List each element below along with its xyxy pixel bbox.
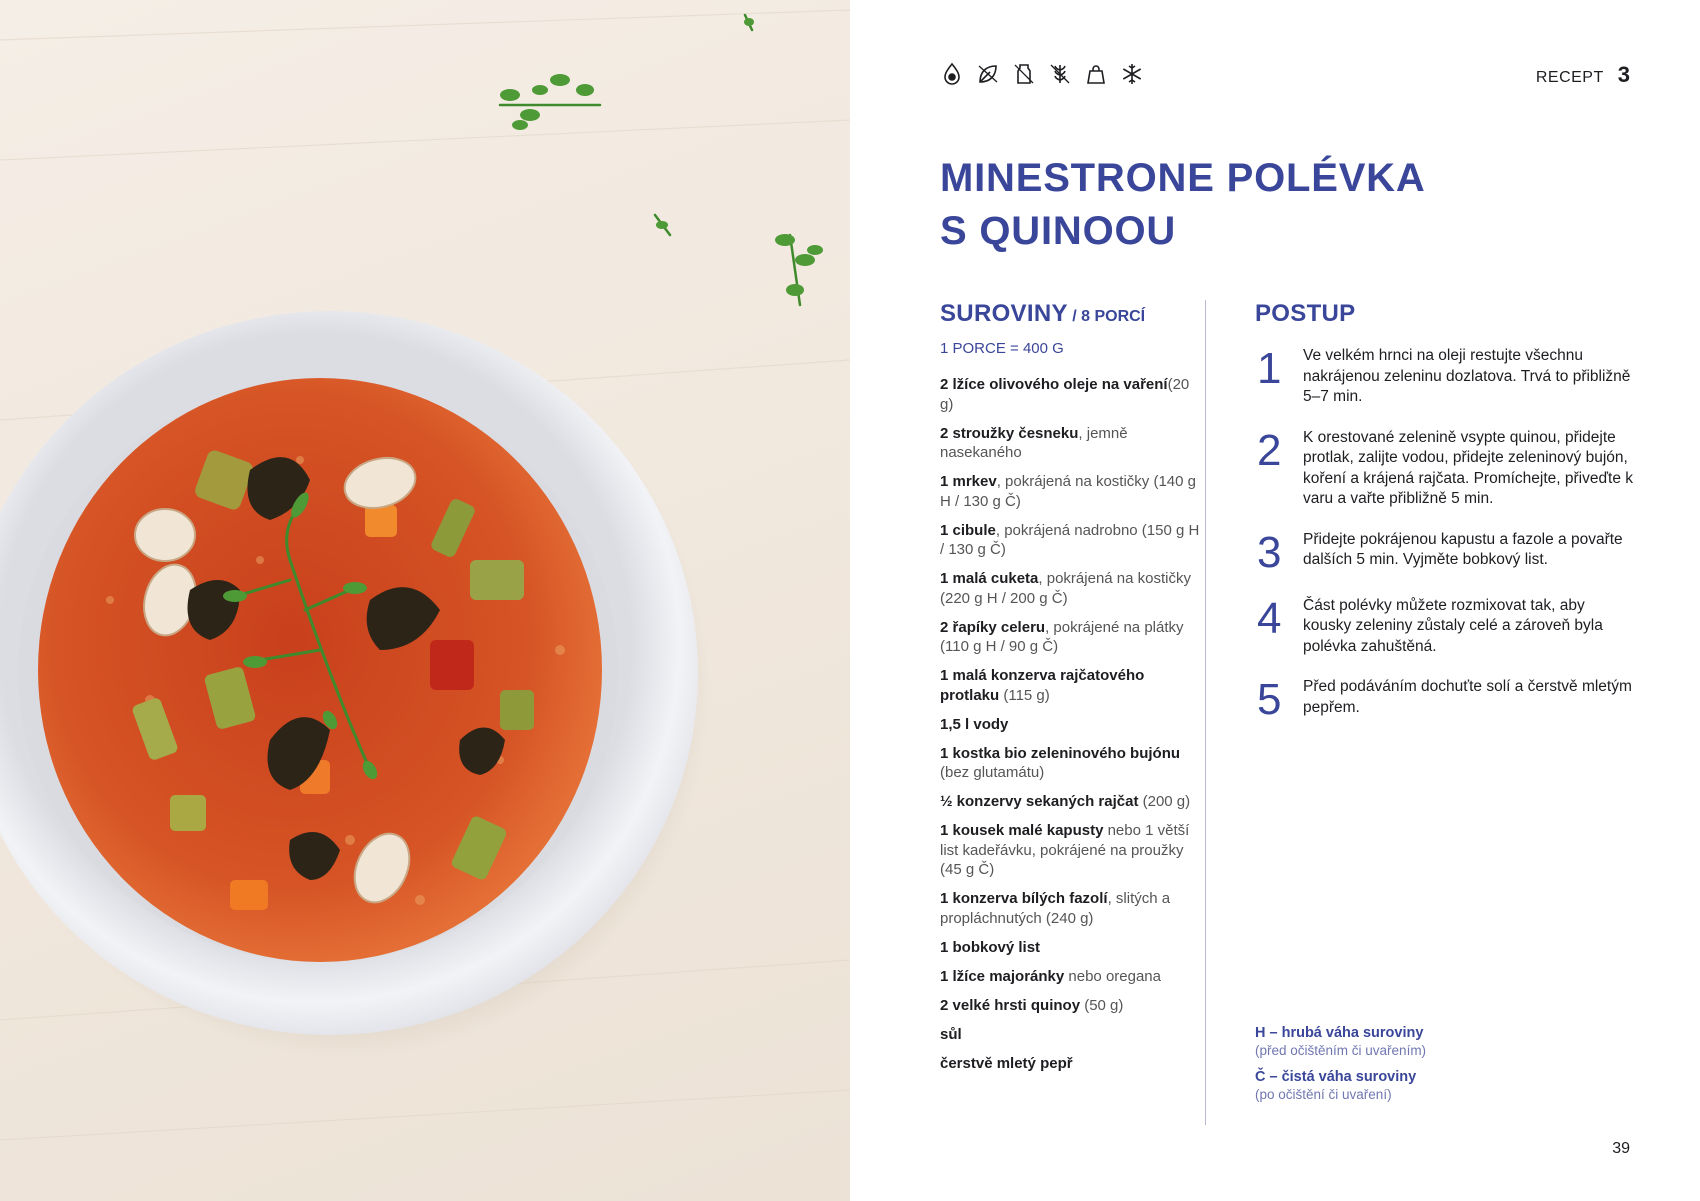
step-number: 5: [1257, 675, 1282, 724]
ingredient-detail: , pokrájené na plátky (110 g H / 90 g Č): [940, 618, 1184, 655]
method-step: [1255, 593, 1635, 658]
ingredient-name: 1 kousek malé kapusty: [940, 822, 1104, 839]
ingredients-section: [940, 300, 1200, 1083]
ingredient-item: [940, 1054, 1200, 1074]
ingredient-name: 1 bobkový list: [940, 938, 1041, 956]
portion-size: 1 PORCE = 400 G: [940, 340, 1064, 357]
ingredient-detail: , pokrájená na kostičky (140 g H / 130 g Č): [940, 473, 1196, 510]
servings-label: / 8 PORCÍ: [1072, 308, 1146, 325]
ingredient-name: ½ konzervy sekaných rajčat: [940, 793, 1139, 810]
ingredient-detail: (50 g): [1080, 996, 1124, 1014]
ingredients-list: [940, 375, 1200, 1073]
ingredient-detail: (115 g): [999, 686, 1050, 704]
no-milk-icon: [1012, 62, 1036, 86]
avocado-icon: [940, 62, 964, 86]
legend-note: (po očištění či uvaření): [1255, 1087, 1392, 1102]
step-text: Část polévky můžete rozmixovat tak, aby kousky zeleniny zůstaly celé a zároveň byla polévka zahuštěná.: [1303, 596, 1603, 655]
ingredient-item: [940, 424, 1200, 463]
ingredient-item: [940, 996, 1200, 1016]
method-step: [1255, 677, 1635, 723]
ingredient-item: [940, 569, 1200, 608]
ingredient-detail: nebo 1 větší list kadeřávku, pokrájené na proužky (45 g Č): [940, 822, 1190, 878]
ingredient-item: [940, 666, 1200, 705]
method-step: [1255, 425, 1635, 510]
weight-legend: [1255, 1024, 1615, 1112]
ingredient-detail: , jemně nasekaného: [940, 424, 1128, 461]
step-number: 3: [1257, 527, 1282, 577]
ingredient-item: [940, 521, 1200, 560]
recipe-number-header: [1536, 62, 1630, 88]
no-gluten-icon: [1048, 62, 1072, 86]
legend-item: [1255, 1068, 1615, 1103]
ingredient-name: 1 konzerva bílých fazolí: [940, 890, 1108, 907]
step-text: Před podáváním dochuťte solí a čerstvě mletým pepřem.: [1303, 678, 1632, 716]
legend-item: [1255, 1024, 1615, 1059]
ingredient-name: 1 lžíce majoránky: [940, 967, 1065, 985]
step-number: 1: [1257, 344, 1282, 393]
column-divider: [1205, 300, 1206, 1125]
ingredient-detail: (bez glutamátu): [940, 764, 1045, 781]
ingredients-title: SUROVINY: [940, 300, 1068, 327]
diet-icons-row: [940, 62, 1144, 86]
ingredient-name: 2 stroužky česneku: [940, 424, 1079, 442]
ingredient-item: [940, 744, 1200, 783]
recipe-label: RECEPT: [1535, 69, 1604, 86]
ingredient-name: 2 velké hrsti quinoy: [940, 996, 1081, 1014]
ingredient-name: 1 mrkev: [940, 473, 997, 490]
ingredient-name: 1 malá cuketa: [940, 570, 1039, 587]
ingredient-item: [940, 938, 1200, 958]
recipe-number: 3: [1617, 62, 1630, 87]
bag-icon: [1084, 62, 1108, 86]
recipe-title-line-1: MINESTRONE POLÉVKA: [940, 156, 1426, 200]
ingredient-item: [940, 618, 1200, 657]
legend-title: Č – čistá váha suroviny: [1255, 1069, 1417, 1085]
ingredient-name: čerstvě mletý pepř: [940, 1054, 1073, 1072]
ingredient-name: 1,5 l vody: [940, 715, 1009, 733]
ingredient-detail: (200 g): [1138, 793, 1191, 810]
ingredient-name: 2 řapíky celeru: [940, 618, 1046, 636]
recipe-title: [940, 152, 1426, 258]
ingredient-detail: , slitých a propláchnutých (240 g): [940, 890, 1171, 927]
step-text: Přidejte pokrájenou kapustu a fazole a povařte dalších 5 min. Vyjměte bobkový list.: [1303, 530, 1623, 568]
ingredient-item: [940, 967, 1200, 987]
step-text: K orestované zelenině vsypte quinou, přidejte protlak, zalijte vodou, přidejte zeleninový bujón, koření a krájená rajčata. Promíchejte, přiveďte k varu a vařte přibližně 5 min.: [1303, 428, 1634, 507]
ingredients-heading: [940, 300, 1200, 328]
method-steps-list: [1255, 346, 1635, 723]
ingredient-item: [940, 715, 1200, 735]
legend-note: (před očištěním či uvařením): [1255, 1043, 1427, 1058]
leaf-icon: [976, 62, 1000, 86]
ingredient-name: 1 kostka bio zeleninového bujónu: [940, 744, 1181, 762]
ingredient-item: [940, 889, 1200, 928]
ingredient-name: 2 lžíce olivového oleje na vaření: [940, 376, 1168, 393]
ingredient-item: [940, 792, 1200, 812]
legend-title: H – hrubá váha suroviny: [1255, 1025, 1424, 1041]
method-title: POSTUP: [1255, 300, 1356, 327]
ingredient-detail: (20 g): [940, 376, 1190, 413]
ingredient-detail: , pokrájená na kostičky (220 g H / 200 g Č): [940, 570, 1191, 607]
snowflake-icon: [1120, 62, 1144, 86]
ingredient-item: [940, 1025, 1200, 1045]
ingredient-name: 1 cibule: [940, 521, 996, 539]
step-number: 4: [1257, 593, 1282, 643]
ingredient-detail: nebo oregana: [1064, 967, 1161, 985]
recipe-title-line-2: S QUINOOU: [940, 209, 1177, 253]
method-step: [1255, 527, 1635, 577]
ingredient-detail: , pokrájená nadrobno (150 g H / 130 g Č): [940, 521, 1200, 558]
page-number: 39: [1612, 1140, 1630, 1157]
method-section: [1255, 300, 1635, 743]
ingredient-item: [940, 472, 1200, 511]
ingredient-name: sůl: [940, 1025, 962, 1043]
ingredient-item: [940, 375, 1200, 414]
step-number: 2: [1257, 425, 1282, 475]
step-text: Ve velkém hrnci na oleji restujte všechnu nakrájenou zeleninu dozlatova. Trvá to přibližně 5–7 min.: [1303, 347, 1631, 405]
ingredient-item: [940, 821, 1200, 880]
method-step: [1255, 346, 1635, 408]
ingredient-name: 1 malá konzerva rajčatového protlaku: [940, 667, 1145, 704]
